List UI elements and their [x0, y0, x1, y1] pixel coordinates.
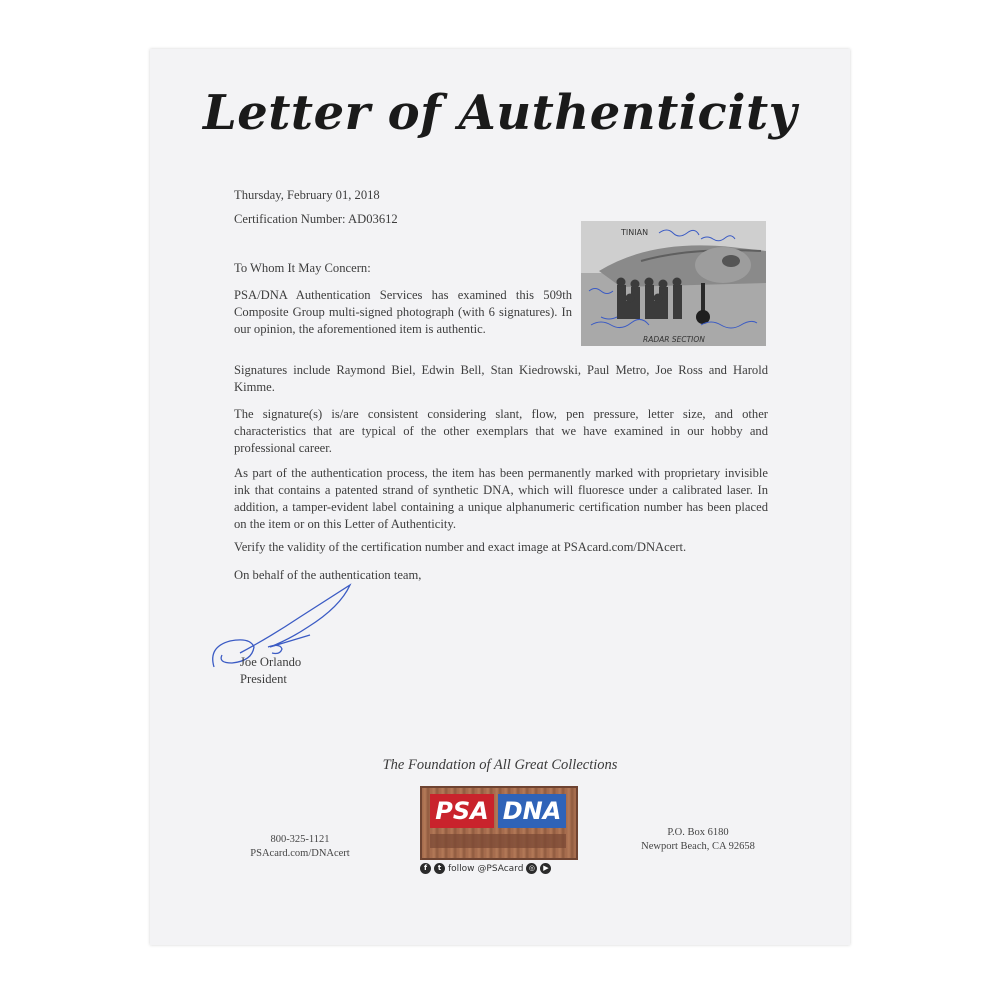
contact-right: [618, 826, 778, 854]
photo-caption-top: TINIAN: [621, 228, 649, 237]
paragraph-process: As part of the authentication process, the item has been permanently marked with proprietary invisible ink that contains a patented strand of synthetic DNA, which will fluoresce under a calibrated laser. In addition, a tamper-evident label containing a unique alphanumeric certification number has been placed on the item or on this Letter of Authenticity.: [234, 466, 768, 531]
contact-left: [230, 833, 370, 861]
letter-date: Thursday, February 01, 2018: [234, 188, 380, 202]
paragraph-verify: Verify the validity of the certification number and exact image at PSAcard.com/DNAcert.: [234, 540, 687, 554]
letter-page: [150, 49, 850, 945]
twitter-icon: t: [434, 863, 445, 874]
phone-number: 800-325-1121: [270, 834, 330, 845]
certification-line: [234, 211, 398, 228]
logo-strip: [430, 834, 566, 848]
city-address: Newport Beach, CA 92658: [641, 841, 755, 852]
salutation: To Whom It May Concern:: [234, 261, 371, 275]
photo-caption-bottom: RADAR SECTION: [643, 335, 705, 344]
paragraph-examination: PSA/DNA Authentication Services has examined this 509th Composite Group multi-signed photograph (with 6 signatures). In our opinion, the aforementioned item is authentic.: [234, 288, 572, 336]
facebook-icon: f: [420, 863, 431, 874]
paragraph-consistency: The signature(s) is/are consistent considering slant, flow, pen pressure, letter size, and other characteristics that are typical of the other exemplars that we have examined in our hobby and professional career.: [234, 407, 768, 455]
website: PSAcard.com/DNAcert: [250, 848, 350, 859]
certification-label: Certification Number:: [234, 212, 346, 226]
paragraph-signatures: Signatures include Raymond Biel, Edwin Bell, Stan Kiedrowski, Paul Metro, Joe Ross and Harold Kimme.: [234, 363, 768, 394]
dna-logo-text: DNA: [498, 794, 566, 828]
youtube-icon: ▶: [540, 863, 551, 874]
social-follow: [420, 863, 580, 874]
psa-logo-text: PSA: [430, 794, 494, 828]
signer-title: President: [240, 672, 287, 686]
psa-dna-logo: [420, 786, 578, 860]
po-box: P.O. Box 6180: [667, 827, 729, 838]
letter-title: Letter of Authenticity: [202, 85, 798, 141]
follow-text: follow @PSAcard: [448, 863, 524, 874]
photograph-image: [581, 221, 766, 346]
instagram-icon: ◎: [526, 863, 537, 874]
signed-photograph: [581, 221, 766, 346]
closing-line: On behalf of the authentication team,: [234, 568, 422, 582]
tagline: The Foundation of All Great Collections: [382, 757, 618, 773]
certification-number: AD03612: [348, 212, 398, 226]
signer-name: Joe Orlando: [240, 655, 302, 669]
